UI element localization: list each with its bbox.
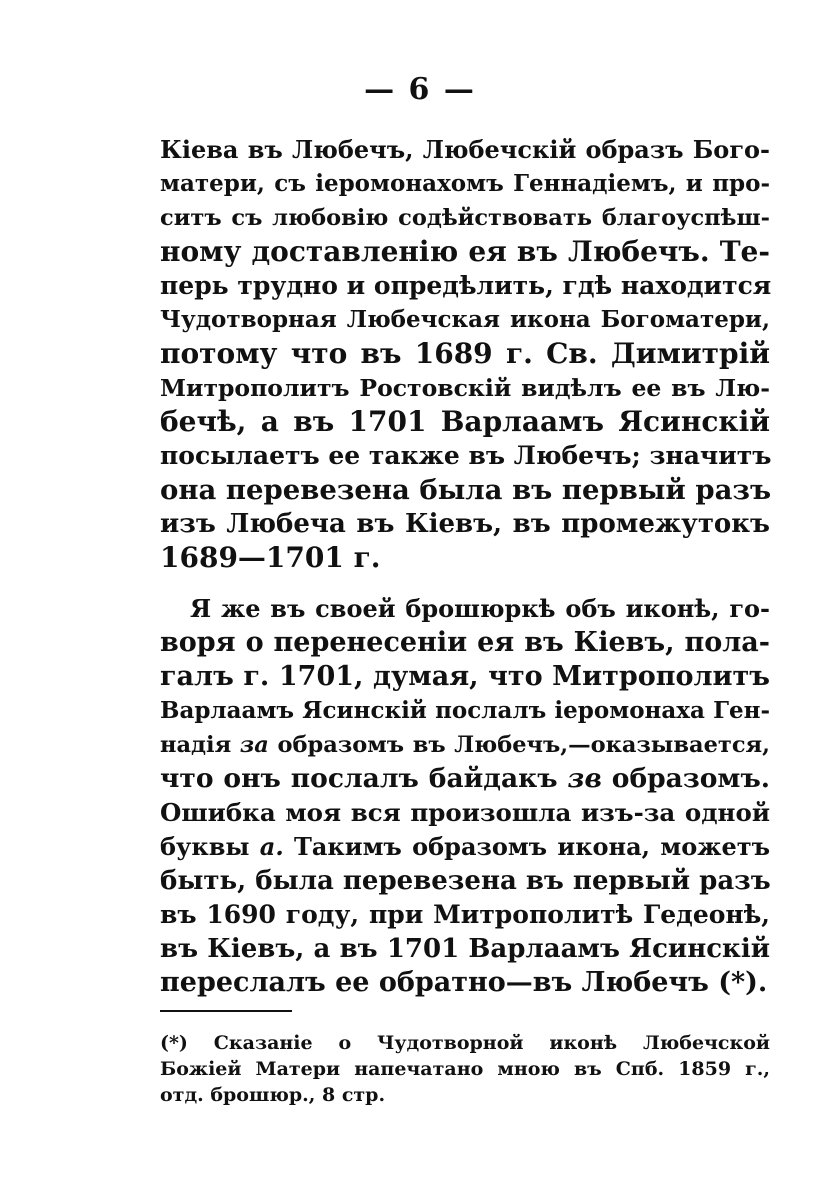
text-line: Я же въ своей брошюркѣ объ иконѣ, го- (190, 594, 770, 623)
text-line: изъ Любеча въ Кіевъ, въ промежутокъ (160, 509, 770, 539)
text-line: посылаетъ ее также въ Любечъ; значитъ (160, 441, 772, 470)
text-line: Чудотворная Любечская икона Богоматери, (160, 306, 770, 333)
page-number: — 6 — (364, 72, 476, 107)
italic-word: а. (259, 832, 284, 861)
text-span: Такимъ образомъ икона, можетъ (283, 832, 771, 861)
text-line: ному доставленію ея въ Любечъ. Те- (160, 235, 770, 268)
text-line: она перевезена была въ первый разъ (160, 474, 772, 506)
text-line: ситъ съ любовію содѣйствовать благоуспѣш- (160, 205, 770, 231)
text-line: Митрополитъ Ростовскій видѣлъ ее въ Лю- (160, 374, 770, 402)
text-line: въ Кіевъ, а въ 1701 Варлаамъ Ясинскій (160, 934, 770, 964)
text-line: Варлаамъ Ясинскій послалъ іеромонаха Ген- (160, 697, 770, 724)
text-line: въ 1690 году, при Митрополитѣ Гедеонѣ, (160, 900, 770, 929)
italic-word: за (239, 732, 269, 758)
text-line: Ошибка моя вся произошла изъ-за одной (160, 798, 770, 827)
text-line: воря о перенесеніи ея въ Кіевъ, пола- (160, 627, 770, 658)
text-line: перь трудно и опредѣлить, гдѣ находится (160, 271, 772, 300)
footnote-line: Божіей Матери напечатано мною въ Спб. 1859 г., (160, 1058, 770, 1080)
text-span: что онъ послалъ байдакъ (160, 763, 568, 794)
text-line: бечѣ, а въ 1701 Варлаамъ Ясинскій (160, 405, 770, 438)
text-line: переслалъ ее обратно—въ Любечъ (*). (160, 967, 768, 998)
text-line (160, 762, 770, 796)
footnote-divider (160, 1010, 292, 1012)
text-span: надія (160, 732, 240, 758)
text-line: потому что въ 1689 г. Св. Димитрій (160, 337, 770, 370)
footnote-line: (*) Сказаніе о Чудотворной иконѣ Любечской (160, 1032, 770, 1054)
text-span: образомъ въ Любечъ,—оказывается, (268, 732, 770, 758)
text-span: образомъ. (601, 763, 771, 794)
text-line: быть, была перевезена въ первый разъ (160, 866, 771, 896)
text-span: буквы (160, 832, 260, 861)
text-line: матери, съ іеромонахомъ Геннадіемъ, и про- (160, 170, 770, 197)
text-line (160, 728, 770, 762)
text-line (160, 830, 770, 864)
italic-word: зв (567, 763, 602, 794)
text-line: Кіева въ Любечъ, Любечскій образъ Бого- (160, 135, 770, 164)
text-line: галъ г. 1701, думая, что Митрополитъ (160, 661, 770, 692)
text-line: 1689—1701 г. (160, 541, 381, 574)
footnote-line: отд. брошюр., 8 стр. (160, 1084, 386, 1106)
